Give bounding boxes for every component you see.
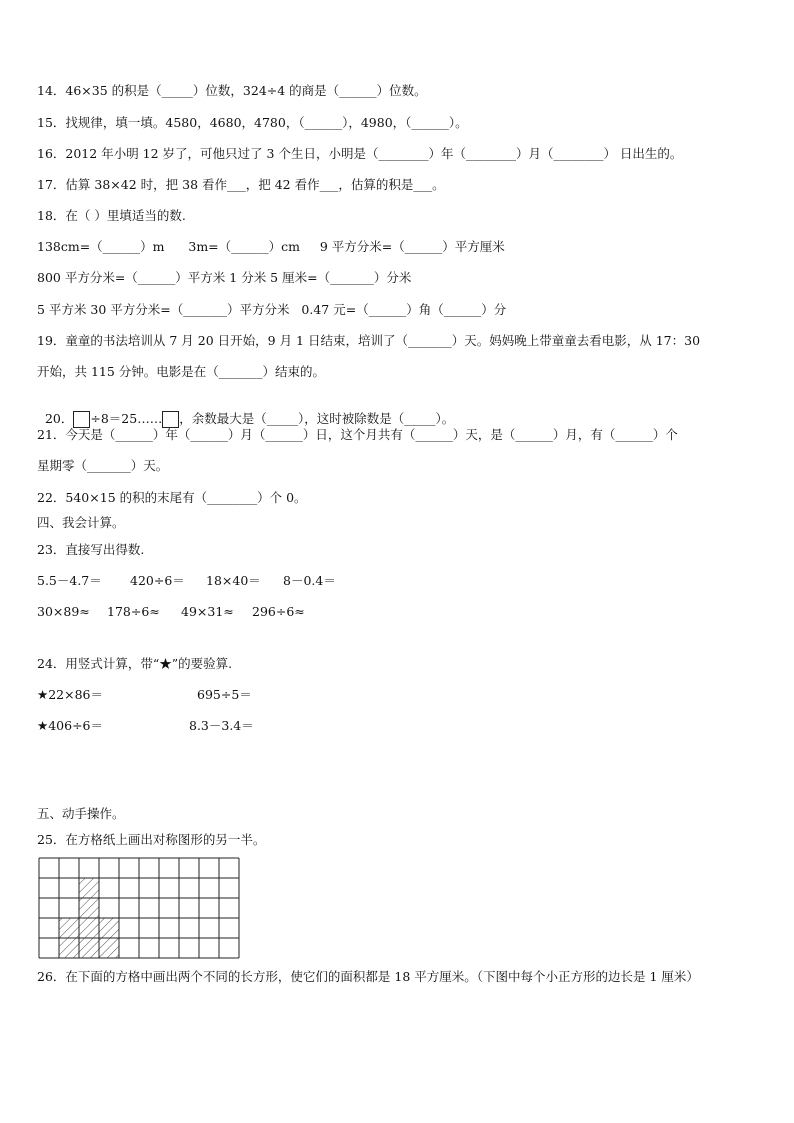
question-14: 14．46×35 的积是（_____）位数，324÷4 的商是（______）位数。 xyxy=(37,83,427,98)
question-20-suffix: ，余数最大是（_____），这时被除数是（_____）。 xyxy=(179,411,455,426)
hatched-cell xyxy=(59,918,79,938)
question-21-line-2: 星期零（_______）天。 xyxy=(37,458,169,473)
question-18-line-2: 800 平方分米=（______）平方米 1 分米 5 厘米=（_______）分米 xyxy=(37,270,412,285)
question-23: 23．直接写出得数. xyxy=(37,542,145,557)
vertical-calc-item: ★406÷6＝ xyxy=(37,718,103,733)
question-15: 15．找规律，填一填。4580，4680，4780，（______），4980，（______）。 xyxy=(37,115,468,130)
calc-item: 420÷6＝ xyxy=(130,573,185,588)
hatched-cell xyxy=(59,938,79,958)
section-5-heading: 五、动手操作。 xyxy=(37,806,125,821)
hatched-cell xyxy=(79,878,99,898)
hatched-cell xyxy=(79,918,99,938)
question-24: 24．用竖式计算，带“★”的要验算. xyxy=(37,656,233,671)
question-20-middle: ÷8＝25…… xyxy=(90,411,163,426)
remainder-box[interactable] xyxy=(162,411,179,428)
section-4-heading: 四、我会计算。 xyxy=(37,515,125,530)
question-21-line-1: 21．今天是（______）年（______）月（______）日，这个月共有（______）天，是（______）月，有（______）个 xyxy=(37,427,678,442)
symmetry-grid xyxy=(38,857,244,959)
question-18-line-1: 138cm=（______）m 3m=（______）cm 9 平方分米=（______）平方厘米 xyxy=(37,239,505,254)
vertical-calc-item: 8.3－3.4＝ xyxy=(189,718,254,733)
hatched-cell xyxy=(99,918,119,938)
question-20 xyxy=(37,395,454,428)
dividend-box[interactable] xyxy=(73,411,90,428)
question-22: 22．540×15 的积的末尾有（________）个 0。 xyxy=(37,490,307,505)
question-26: 26．在下面的方格中画出两个不同的长方形，使它们的面积都是 18 平方厘米。（下图中每个小正方形的边长是 1 厘米） xyxy=(37,969,699,984)
hatched-cell xyxy=(99,938,119,958)
question-16: 16．2012 年小明 12 岁了，可他只过了 3 个生日，小明是（________）年（________）月（________） 日出生的。 xyxy=(37,146,683,161)
vertical-calc-item: 695÷5＝ xyxy=(197,687,252,702)
calc-item: 296÷6≈ xyxy=(252,604,305,619)
question-19-line-2: 开始，共 115 分钟。电影是在（_______）结束的。 xyxy=(37,364,326,379)
hatched-cell xyxy=(79,898,99,918)
question-25: 25．在方格纸上画出对称图形的另一半。 xyxy=(37,832,266,847)
question-19-line-1: 19．童童的书法培训从 7 月 20 日开始，9 月 1 日结束，培训了（_______）天。妈妈晚上带童童去看电影，从 17：30 xyxy=(37,333,701,348)
question-18-line-3: 5 平方米 30 平方分米=（_______）平方分米 0.47 元=（______）角（______）分 xyxy=(37,302,507,317)
calc-item: 178÷6≈ xyxy=(107,604,160,619)
calc-item: 49×31≈ xyxy=(181,604,234,619)
calc-item: 5.5－4.7＝ xyxy=(37,573,102,588)
calc-item: 30×89≈ xyxy=(37,604,90,619)
calc-item: 8－0.4＝ xyxy=(283,573,336,588)
question-17: 17．估算 38×42 时，把 38 看作___，把 42 看作___，估算的积是___。 xyxy=(37,177,445,192)
calc-item: 18×40＝ xyxy=(206,573,261,588)
hatched-cell xyxy=(79,938,99,958)
vertical-calc-item: ★22×86＝ xyxy=(37,687,103,702)
question-18: 18．在（ ）里填适当的数. xyxy=(37,208,186,223)
question-20-prefix: 20． xyxy=(44,411,74,426)
